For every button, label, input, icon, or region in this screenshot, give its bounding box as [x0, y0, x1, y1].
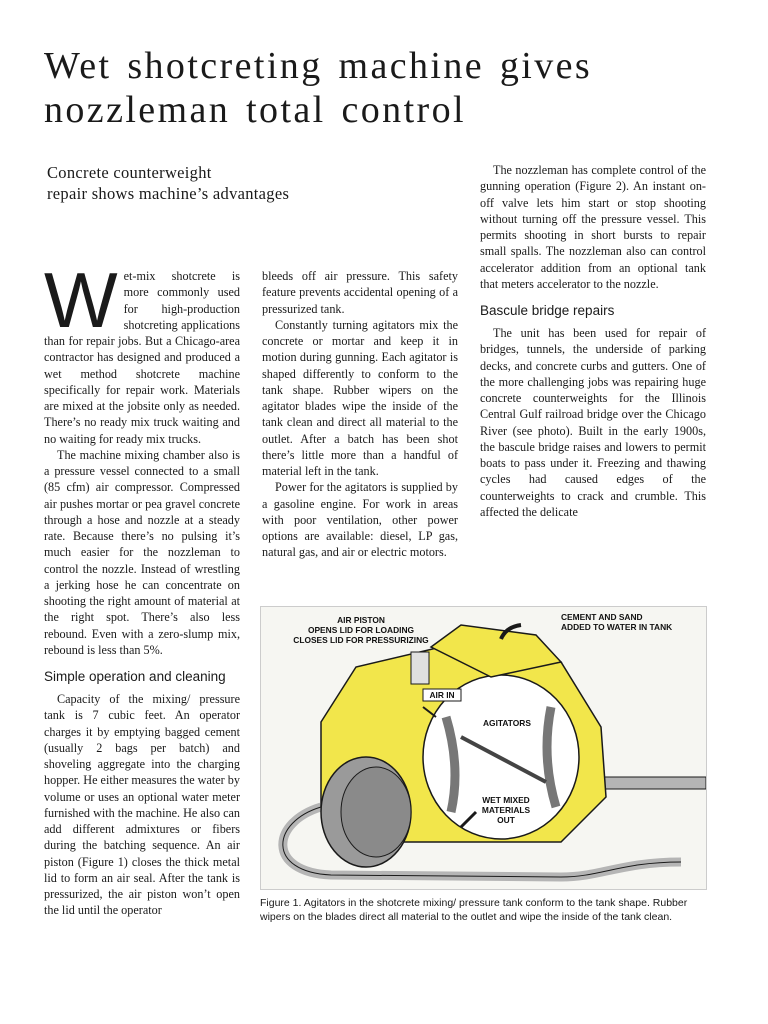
- label-agitators: AGITATORS: [483, 718, 531, 728]
- column-2: [262, 268, 458, 561]
- shotcrete-machine-drawing: [261, 607, 706, 889]
- headline: Wet shotcreting machine gives nozzleman total control: [44, 45, 593, 131]
- label-wet-3: OUT: [497, 815, 515, 825]
- label-air-piston-1: AIR PISTON: [337, 615, 385, 625]
- paragraph-1: [44, 256, 240, 447]
- paragraph-7: The nozzleman has complete control of the gunning operation (Figure 2). An instant on-off valve lets him start or stop shooting without turning off the pressure vessel. This permits shooting in short bursts to repair small spalls. The nozzleman also can control accelerator addition from an optional tank that meters accelerator to the nozzle.: [480, 163, 706, 291]
- label-cement-2: ADDED TO WATER IN TANK: [561, 622, 673, 632]
- column-1: [44, 256, 240, 919]
- figure-1-illustration: [260, 606, 707, 890]
- label-wet-2: MATERIALS: [481, 805, 531, 815]
- paragraph-8: The unit has been used for repair of bridges, tunnels, the underside of parking decks, and concrete curbs and gutters. One of the more challenging jobs was repairing huge concrete counterweights for the Illinois Central Gulf railroad bridge over the Chicago River (see photo). Built in the early 1900s, the bascule bridge raises and lowers to permit boats to pass under it. Freezing and thawing cycles had caused edges of the counterweights to crack and crumble. This affected the delicate: [480, 326, 706, 519]
- label-air-piston-2: OPENS LID FOR LOADING: [307, 625, 415, 635]
- drop-cap: W: [44, 256, 118, 344]
- paragraph-3: Capacity of the mixing/ pressure tank is 7 cubic feet. An operator charges it by emptying bagged cement (usually 2 bags per batch) and shoveling aggregate into the charging hopper. He either measures the water by volume or uses an optional water meter furnished with the machine. He also can add different admixtures or fibers during the batching sequence. An air piston (Figure 1) closes the thick metal lid to form an air seal. After the tank is pressurized, the air piston won’t open the lid until the operator: [44, 692, 240, 918]
- paragraph-5: Constantly turning agitators mix the concrete or mortar and keep it in motion during gunning. Each agitator is shaped differently to conform to the tank shape. Rubber wipers on the agitator blades wipe the inside of the tank clean and direct all material to the outlet. After a batch has been shot there’s little more than a handful of material left in the tank.: [262, 317, 458, 478]
- subhead-bascule-bridge: Bascule bridge repairs: [480, 303, 615, 318]
- subhead-simple-operation: Simple operation and cleaning: [44, 669, 226, 684]
- paragraph-6: Power for the agitators is supplied by a gasoline engine. For work in areas with poor ventilation, other power options are available: diesel, LP gas, natural gas, and air or electric motors.: [262, 480, 458, 560]
- deck-line-2: repair shows machine’s advantages: [47, 184, 290, 203]
- air-piston: [411, 652, 429, 684]
- paragraph-2: The machine mixing chamber also is a pressure vessel connected to a small (85 cfm) air compressor. Compressed air pushes mortar or pea gravel concrete through a hose and nozzle at a steady rate. Because there’s no pulsing it’s much easier for the nozzleman to control the nozzle. Instead of wrestling a jerking hose he can concentrate on shooting the right amount of material at the right spot. There’s also less rebound. Even with a zero-slump mix, rebound is less than 5%.: [44, 447, 240, 657]
- label-wet-1: WET MIXED: [482, 795, 530, 805]
- figure-caption: Figure 1. Agitators in the shotcrete mixing/ pressure tank conform to the tank shape. Rubber wipers on the blades direct all material to the outlet and wipe the inside of the tank clean.: [260, 897, 688, 923]
- deck: [47, 162, 337, 204]
- paragraph-1-text: et-mix shotcrete is more commonly used for high-production shotcreting applications than for repair jobs. But a Chicago-area contractor has designed and produced a wet method shotcrete machine specifically for repair work. Materials are mixed at the jobsite only as needed. There’s no ready mix truck waiting and no waiting for ready mix trucks.: [44, 269, 240, 446]
- label-air-piston-3: CLOSES LID FOR PRESSURIZING: [293, 635, 429, 645]
- column-3: [480, 162, 706, 520]
- paragraph-4: bleeds off air pressure. This safety feature prevents accidental opening of a pressurized tank.: [262, 269, 458, 316]
- label-cement-1: CEMENT AND SAND: [561, 612, 643, 622]
- wheel-face: [341, 767, 411, 857]
- deck-line-1: Concrete counterweight: [47, 163, 212, 182]
- label-air-in: AIR IN: [429, 690, 455, 700]
